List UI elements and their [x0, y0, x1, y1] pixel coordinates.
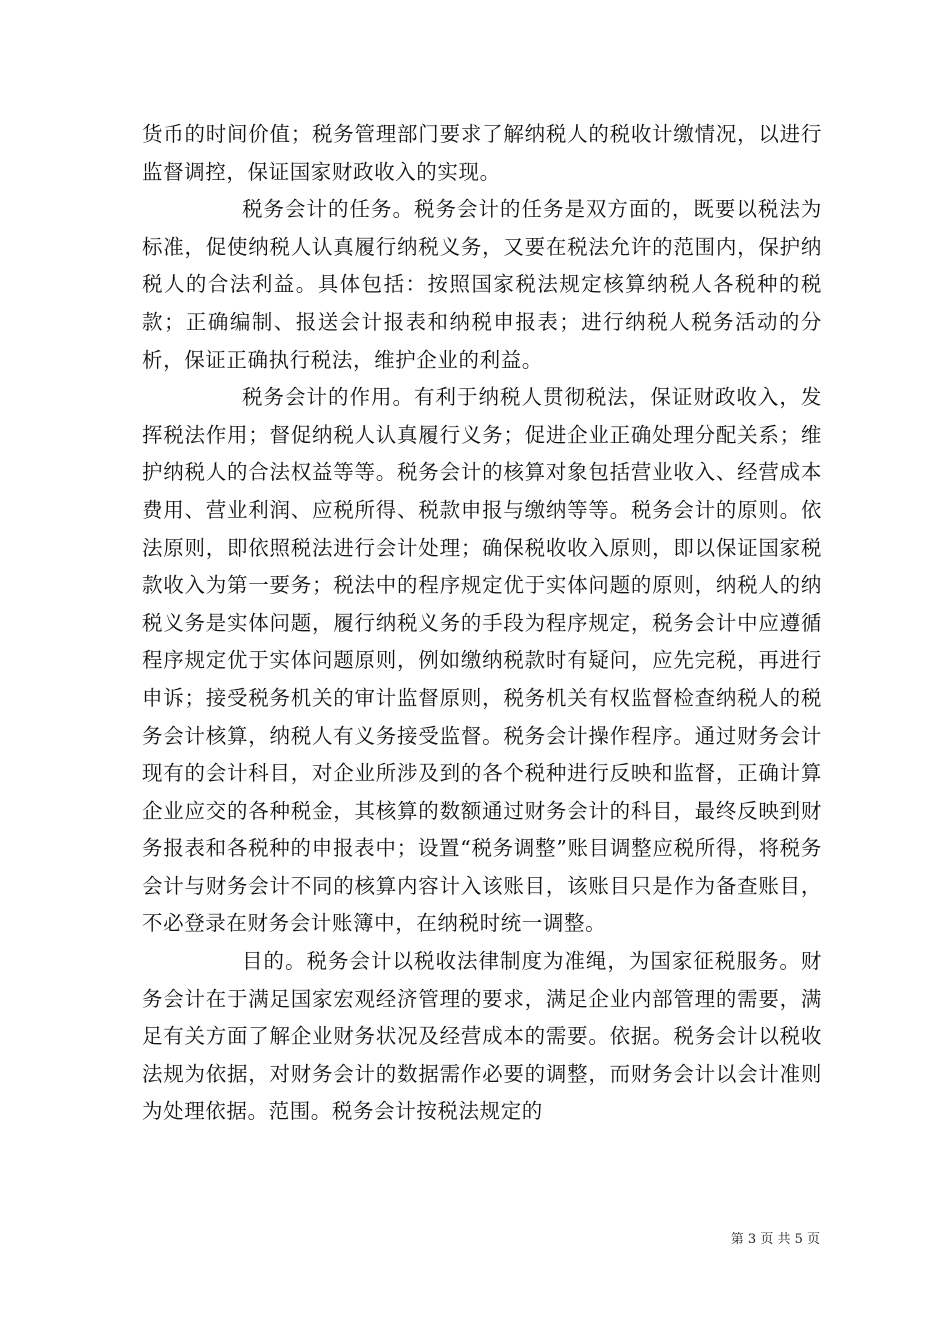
page-number-footer: 第 3 页 共 5 页 — [730, 1232, 820, 1247]
paragraph-purpose: 目的。税务会计以税收法律制度为准绳，为国家征税服务。财务会计在于满足国家宏观经济管理的要求，满足企业内部管理的需要，满足有关方面了解企业财务状况及经营成本的需要。依据。税务会计以税收法规为依据，对财务会计的数据需作必要的调整，而财务会计以会计准则为处理依据。范围。税务会计按税法规定的 — [142, 949, 822, 1124]
document-body — [142, 116, 822, 1131]
paragraph-tax-accounting-tasks: 税务会计的任务。税务会计的任务是双方面的，既要以税法为标准，促使纳税人认真履行纳税义务，又要在税法允许的范围内，保护纳税人的合法利益。具体包括：按照国家税法规定核算纳税人各税种的税款；正确编制、报送会计报表和纳税申报表；进行纳税人税务活动的分析，保证正确执行税法，维护企业的利益。 — [142, 197, 822, 372]
paragraph-tax-accounting-role: 税务会计的作用。有利于纳税人贯彻税法，保证财政收入，发挥税法作用；督促纳税人认真履行义务；促进企业正确处理分配关系；维护纳税人的合法权益等等。税务会计的核算对象包括营业收入、经营成本费用、营业利润、应税所得、税款申报与缴纳等等。税务会计的原则。依法原则，即依照税法进行会计处理；确保税收收入原则，即以保证国家税款收入为第一要务；税法中的程序规定优于实体问题的原则，纳税人的纳税义务是实体问题，履行纳税义务的手段为程序规定，税务会计中应遵循程序规定优于实体问题原则，例如缴纳税款时有疑问，应先完税，再进行申诉；接受税务机关的审计监督原则，税务机关有权监督检查纳税人的税务会计核算，纳税人有义务接受监督。税务会计操作程序。通过财务会计现有的会计科目，对企业所涉及到的各个税种进行反映和监督，正确计算企业应交的各种税金，其核算的数额通过财务会计的科目，最终反映到财务报表和各税种的申报表中；设置“税务调整”账目调整应税所得，将税务会计与财务会计不同的核算内容计入该账目，该账目只是作为备查账目，不必登录在财务会计账簿中，在纳税时统一调整。 — [142, 385, 822, 936]
paragraph-continuation: 货币的时间价值；税务管理部门要求了解纳税人的税收计缴情况，以进行监督调控，保证国家财政收入的实现。 — [142, 122, 822, 184]
